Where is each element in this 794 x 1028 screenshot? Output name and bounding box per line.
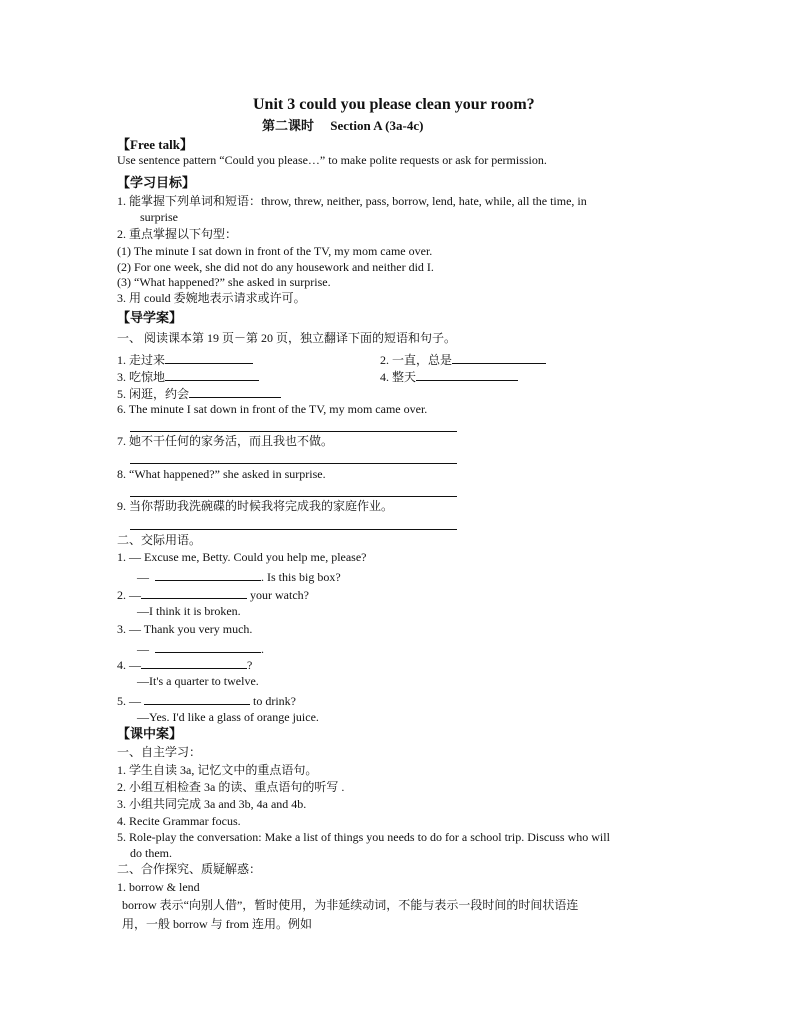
answer-blank[interactable]: [141, 586, 247, 599]
translate-item-5: [117, 385, 281, 402]
in-class-part-2: 二、合作探究、质疑解惑：: [117, 862, 262, 876]
goal-item-1-cont: surprise: [140, 210, 178, 224]
dialogue-2-a-text: your watch?: [247, 588, 309, 602]
dialogue-3-b: [137, 640, 264, 657]
answer-line[interactable]: [130, 463, 457, 464]
lesson-subtitle: [262, 118, 423, 133]
dialogue-2-a: [117, 586, 309, 603]
dialogue-3-b-text: .: [261, 642, 264, 656]
dialogue-1-a: 1. — Excuse me, Betty. Could you help me, please?: [117, 550, 367, 564]
section-label: Section A (3a-4c): [330, 118, 424, 133]
guide-part-1: 一、 阅读课本第 19 页－第 20 页，独立翻译下面的短语和句子。: [117, 331, 457, 345]
answer-line[interactable]: [130, 431, 457, 432]
guide-header: 【导学案】: [117, 310, 183, 325]
in-class-item-1: 1. 学生自读 3a, 记忆文中的重点语句。: [117, 763, 318, 777]
translate-item-6: 6. The minute I sat down in front of the TV, my mom came over.: [117, 402, 428, 416]
dialogue-2-b: —I think it is broken.: [137, 604, 241, 618]
translate-item-7: 7. 她不干任何的家务活，而且我也不做。: [117, 434, 334, 448]
translate-item-2: [380, 351, 546, 368]
dialogue-3-a: 3. — Thank you very much.: [117, 622, 253, 636]
free-talk-text: Use sentence pattern “Could you please…” to make polite requests or ask for permission.: [117, 153, 547, 167]
translate-item-5-label: 5. 闲逛，约会: [117, 387, 190, 401]
translate-item-4: [380, 368, 518, 385]
answer-blank[interactable]: [452, 351, 546, 364]
dialogue-5-a: [117, 692, 296, 709]
translate-item-3-label: 3. 吃惊地: [117, 370, 166, 384]
dialogue-5-a-text: to drink?: [250, 694, 296, 708]
guide-part-2: 二、交际用语。: [117, 533, 202, 547]
dialogue-4-b: —It's a quarter to twelve.: [137, 674, 259, 688]
translate-item-2-label: 2. 一直，总是: [380, 353, 453, 367]
answer-blank[interactable]: [165, 368, 259, 381]
answer-blank[interactable]: [144, 692, 250, 705]
answer-blank[interactable]: [416, 368, 518, 381]
answer-blank[interactable]: [189, 385, 281, 398]
in-class-item-2: 2. 小组互相检查 3a 的读、重点语句的听写 .: [117, 780, 345, 794]
dialogue-5-b: —Yes. I'd like a glass of orange juice.: [137, 710, 319, 724]
goal-item-2: 2. 重点掌握以下句型：: [117, 227, 238, 241]
translate-item-1-label: 1. 走过来: [117, 353, 166, 367]
goal-sentence-1: (1) The minute I sat down in front of the TV, my mom came over.: [117, 244, 433, 258]
goal-sentence-3: (3) “What happened?” she asked in surprise.: [117, 275, 331, 289]
answer-blank[interactable]: [141, 656, 247, 669]
translate-item-1: [117, 351, 253, 368]
page-title: Unit 3 could you please clean your room?: [253, 96, 535, 113]
answer-blank[interactable]: [165, 351, 253, 364]
answer-blank[interactable]: [155, 568, 261, 581]
translate-item-4-label: 4. 整天: [380, 370, 417, 384]
dialogue-5-a-dash: 5. —: [117, 694, 144, 708]
lesson-number: 第二课时: [262, 118, 315, 133]
answer-line[interactable]: [130, 496, 457, 497]
borrow-explanation-line-2: 用，一般 borrow 与 from 连用。例如: [122, 917, 312, 931]
translate-item-9: 9. 当你帮助我洗碗碟的时候我将完成我的家庭作业。: [117, 499, 394, 513]
translate-item-3: [117, 368, 259, 385]
dialogue-4-a: [117, 656, 252, 673]
in-class-item-4: 4. Recite Grammar focus.: [117, 814, 241, 828]
goals-header: 【学习目标】: [117, 175, 196, 190]
dialogue-3-b-dash: —: [137, 642, 152, 656]
in-class-header: 【课中案】: [117, 726, 183, 741]
dialogue-4-a-text: ?: [247, 658, 253, 672]
goal-item-3: 3. 用 could 委婉地表示请求或许可。: [117, 291, 306, 305]
goal-sentence-2: (2) For one week, she did not do any housework and neither did I.: [117, 260, 434, 274]
answer-blank[interactable]: [155, 640, 261, 653]
dialogue-4-a-dash: 4. —: [117, 658, 141, 672]
borrow-explanation-line-1: borrow 表示“向别人借”，暂时使用，为非延续动词，不能与表示一段时间的时间状语连: [122, 898, 579, 912]
in-class-part-1: 一、自主学习：: [117, 745, 202, 759]
in-class-item-5-cont: do them.: [130, 846, 172, 860]
in-class-item-3: 3. 小组共同完成 3a and 3b, 4a and 4b.: [117, 797, 307, 811]
answer-line[interactable]: [130, 529, 457, 530]
dialogue-1-b-dash: —: [137, 570, 152, 584]
goal-item-1: 1. 能掌握下列单词和短语：throw, threw, neither, pass, borrow, lend, hate, while, all the time, in: [117, 194, 587, 208]
in-class-item-5: 5. Role-play the conversation: Make a list of things you needs to do for a school trip. Discuss who will: [117, 830, 610, 844]
translate-item-8: 8. “What happened?” she asked in surprise.: [117, 467, 326, 481]
dialogue-1-b-text: . Is this big box?: [261, 570, 341, 584]
borrow-lend-heading: 1. borrow & lend: [117, 880, 200, 894]
dialogue-2-a-dash: 2. —: [117, 588, 141, 602]
dialogue-1-b: [137, 568, 341, 585]
free-talk-header: 【Free talk】: [117, 137, 193, 152]
